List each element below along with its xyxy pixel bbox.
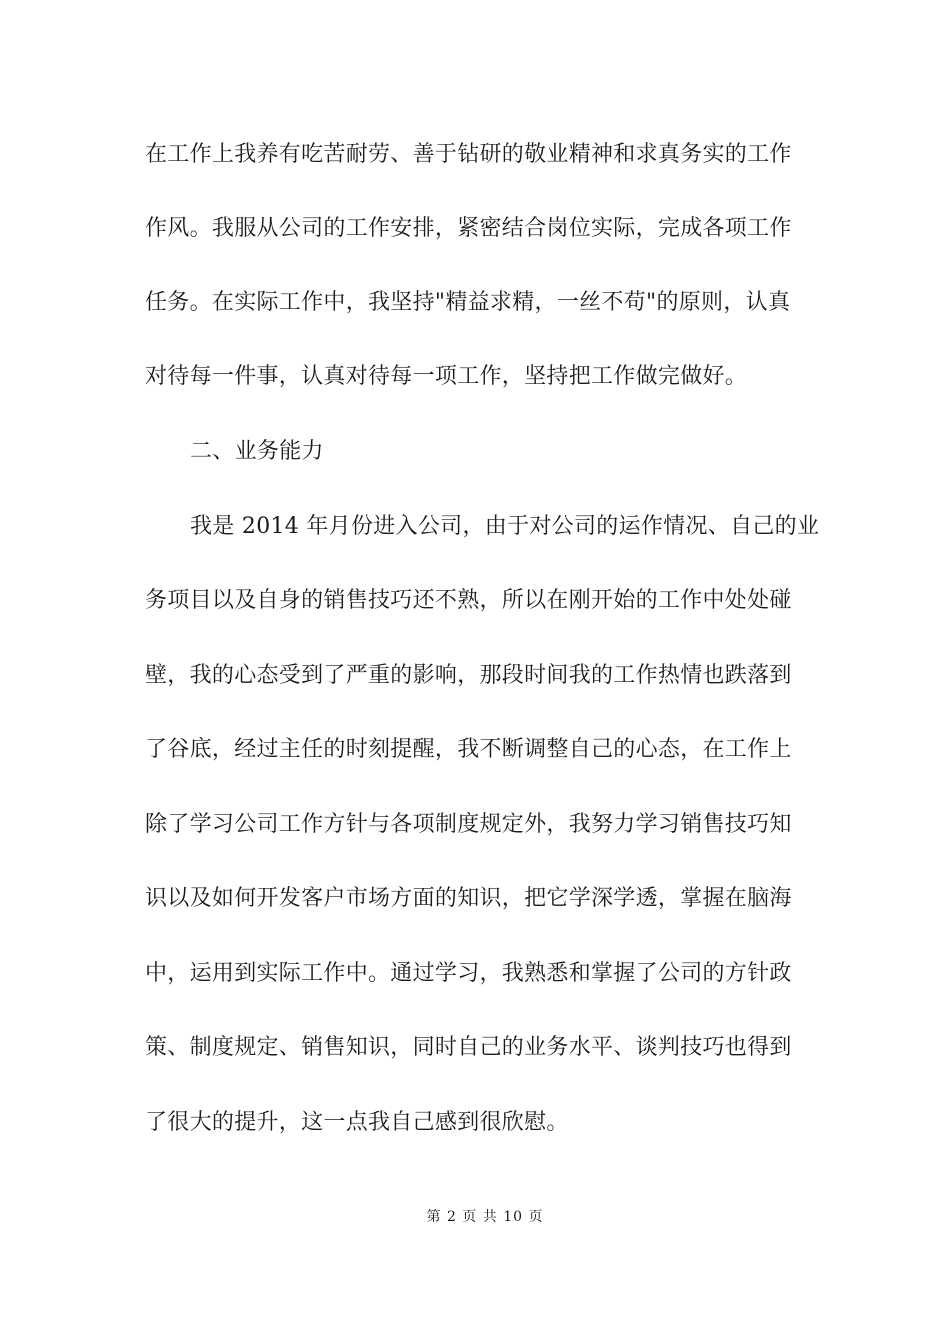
paragraph-2-line-9: 了很大的提升，这一点我自己感到很欣慰。 <box>145 1110 569 1135</box>
paragraph-2-line-8: 策、制度规定、销售知识，同时自己的业务水平、谈判技巧也得到 <box>145 1035 792 1060</box>
section-heading: 二、业务能力 <box>190 439 324 464</box>
paragraph-2-line-2: 务项目以及自身的销售技巧还不熟，所以在刚开始的工作中处处碰 <box>145 588 792 613</box>
paragraph-2-line-5: 除了学习公司工作方针与各项制度规定外，我努力学习销售技巧知 <box>145 812 792 837</box>
paragraph-1-line-4: 对待每一件事，认真对待每一项工作，坚持把工作做完做好。 <box>145 364 748 389</box>
paragraph-1-line-2: 作风。我服从公司的工作安排，紧密结合岗位实际，完成各项工作 <box>145 216 792 241</box>
paragraph-2-line-4: 了谷底，经过主任的时刻提醒，我不断调整自己的心态，在工作上 <box>145 737 792 762</box>
page-number-footer: 第 2 页 共 10 页 <box>426 1209 544 1225</box>
paragraph-2-line-6: 识以及如何开发客户市场方面的知识，把它学深学透，掌握在脑海 <box>145 886 792 911</box>
paragraph-1-line-1: 在工作上我养有吃苦耐劳、善于钻研的敬业精神和求真务实的工作 <box>145 142 792 167</box>
paragraph-2-line-1: 我是 2014 年月份进入公司，由于对公司的运作情况、自己的业 <box>190 514 820 539</box>
paragraph-2-line-7: 中，运用到实际工作中。通过学习，我熟悉和掌握了公司的方针政 <box>145 961 792 986</box>
paragraph-2-line-3: 壁，我的心态受到了严重的影响，那段时间我的工作热情也跌落到 <box>145 663 792 688</box>
paragraph-1-line-3: 任务。在实际工作中，我坚持"精益求精，一丝不苟"的原则，认真 <box>145 290 791 315</box>
